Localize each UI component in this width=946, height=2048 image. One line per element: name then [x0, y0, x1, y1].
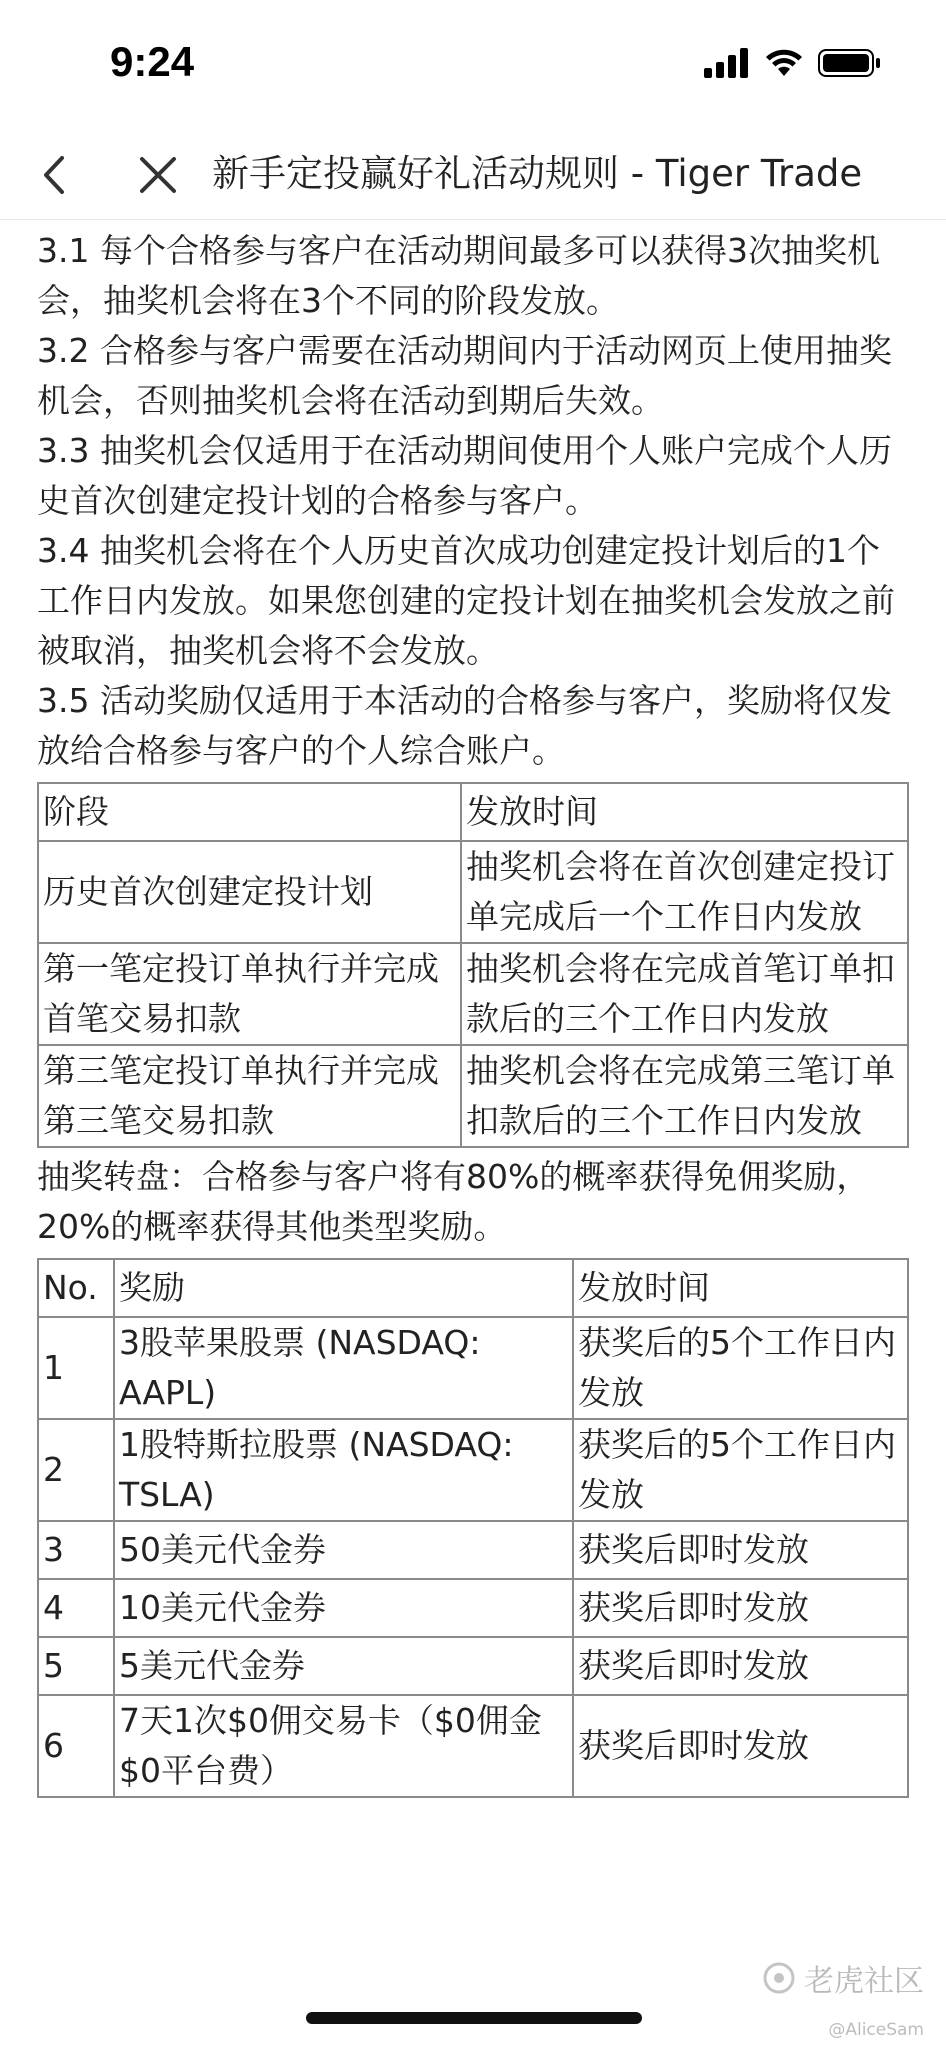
table-row: [38, 841, 908, 943]
release-time-cell: 抽奖机会将在完成首笔订单扣款后的三个工作日内发放: [461, 943, 908, 1045]
prize-header-no: No.: [38, 1259, 114, 1317]
prize-time-cell: 获奖后即时发放: [573, 1695, 908, 1797]
stage-header-time: 发放时间: [461, 783, 908, 841]
rule-3-4: 3.4 抽奖机会将在个人历史首次成功创建定投计划后的1个工作日内发放。如果您创建的定投计划在抽奖机会发放之前被取消，抽奖机会将不会发放。: [37, 531, 895, 670]
release-time-cell: 抽奖机会将在完成第三笔订单扣款后的三个工作日内发放: [461, 1045, 908, 1147]
table-row: [38, 943, 908, 1045]
stage-cell: 第三笔定投订单执行并完成第三笔交易扣款: [38, 1045, 461, 1147]
prize-reward-cell: 50美元代金券: [114, 1521, 573, 1579]
prize-time-cell: 获奖后即时发放: [573, 1521, 908, 1579]
tiger-community-logo-icon: [762, 1961, 796, 1995]
battery-icon: [818, 48, 882, 78]
watermark-user: @AliceSam: [828, 2020, 924, 2040]
status-time: 9:24: [110, 38, 195, 85]
table-row: [38, 1419, 908, 1521]
rule-3-3: 3.3 抽奖机会仅适用于在活动期间使用个人账户完成个人历史首次创建定投计划的合格参与客户。: [37, 431, 892, 520]
page-title: 新手定投赢好礼活动规则 - Tiger Trade: [212, 152, 863, 195]
prize-reward-cell: 5美元代金券: [114, 1637, 573, 1695]
status-bar: [0, 0, 946, 130]
rule-3-5: 3.5 活动奖励仅适用于本活动的合格参与客户，奖励将仅发放给合格参与客户的个人综合账户。: [37, 681, 892, 770]
prize-no-cell: 2: [38, 1419, 114, 1521]
table-row: [38, 1317, 908, 1419]
prize-reward-cell: 1股特斯拉股票 (NASDAQ: TSLA): [114, 1419, 573, 1521]
prize-reward-cell: 7天1次$0佣交易卡（$0佣金$0平台费）: [114, 1695, 573, 1797]
table-row: [38, 1637, 908, 1695]
back-arrow-icon[interactable]: [34, 146, 78, 204]
prize-time-cell: 获奖后的5个工作日内发放: [573, 1317, 908, 1419]
cellular-signal-icon: [704, 48, 750, 78]
nav-bar: [0, 130, 946, 220]
stage-table: [37, 782, 909, 1148]
close-icon[interactable]: [136, 146, 180, 204]
prize-no-cell: 4: [38, 1579, 114, 1637]
wifi-icon: [764, 48, 804, 78]
rules-content: [37, 226, 909, 1798]
watermark-brand: 老虎社区: [804, 1964, 924, 1999]
rule-3-1: 3.1 每个合格参与客户在活动期间最多可以获得3次抽奖机会，抽奖机会将在3个不同的阶段发放。: [37, 231, 880, 320]
home-indicator[interactable]: [306, 2012, 642, 2024]
stage-table-header: [38, 783, 908, 841]
prize-time-cell: 获奖后即时发放: [573, 1637, 908, 1695]
prize-no-cell: 3: [38, 1521, 114, 1579]
prize-no-cell: 1: [38, 1317, 114, 1419]
stage-cell: 第一笔定投订单执行并完成首笔交易扣款: [38, 943, 461, 1045]
stage-cell: 历史首次创建定投计划: [38, 841, 461, 943]
prize-table: [37, 1258, 909, 1798]
wheel-note: 抽奖转盘：合格参与客户将有80%的概率获得免佣奖励，20%的概率获得其他类型奖励。: [37, 1157, 870, 1246]
prize-reward-cell: 3股苹果股票 (NASDAQ: AAPL): [114, 1317, 573, 1419]
stage-header-stage: 阶段: [38, 783, 461, 841]
table-row: [38, 1045, 908, 1147]
prize-time-cell: 获奖后的5个工作日内发放: [573, 1419, 908, 1521]
table-row: [38, 1521, 908, 1579]
prize-time-cell: 获奖后即时发放: [573, 1579, 908, 1637]
prize-no-cell: 5: [38, 1637, 114, 1695]
table-row: [38, 1579, 908, 1637]
release-time-cell: 抽奖机会将在首次创建定投订单完成后一个工作日内发放: [461, 841, 908, 943]
prize-header-reward: 奖励: [114, 1259, 573, 1317]
rule-3-2: 3.2 合格参与客户需要在活动期间内于活动网页上使用抽奖机会，否则抽奖机会将在活动到期后失效。: [37, 331, 892, 420]
prize-header-time: 发放时间: [573, 1259, 908, 1317]
prize-table-header: [38, 1259, 908, 1317]
table-row: [38, 1695, 908, 1797]
prize-no-cell: 6: [38, 1695, 114, 1797]
watermark: [762, 1956, 924, 2000]
prize-reward-cell: 10美元代金券: [114, 1579, 573, 1637]
status-icons: [704, 46, 882, 80]
